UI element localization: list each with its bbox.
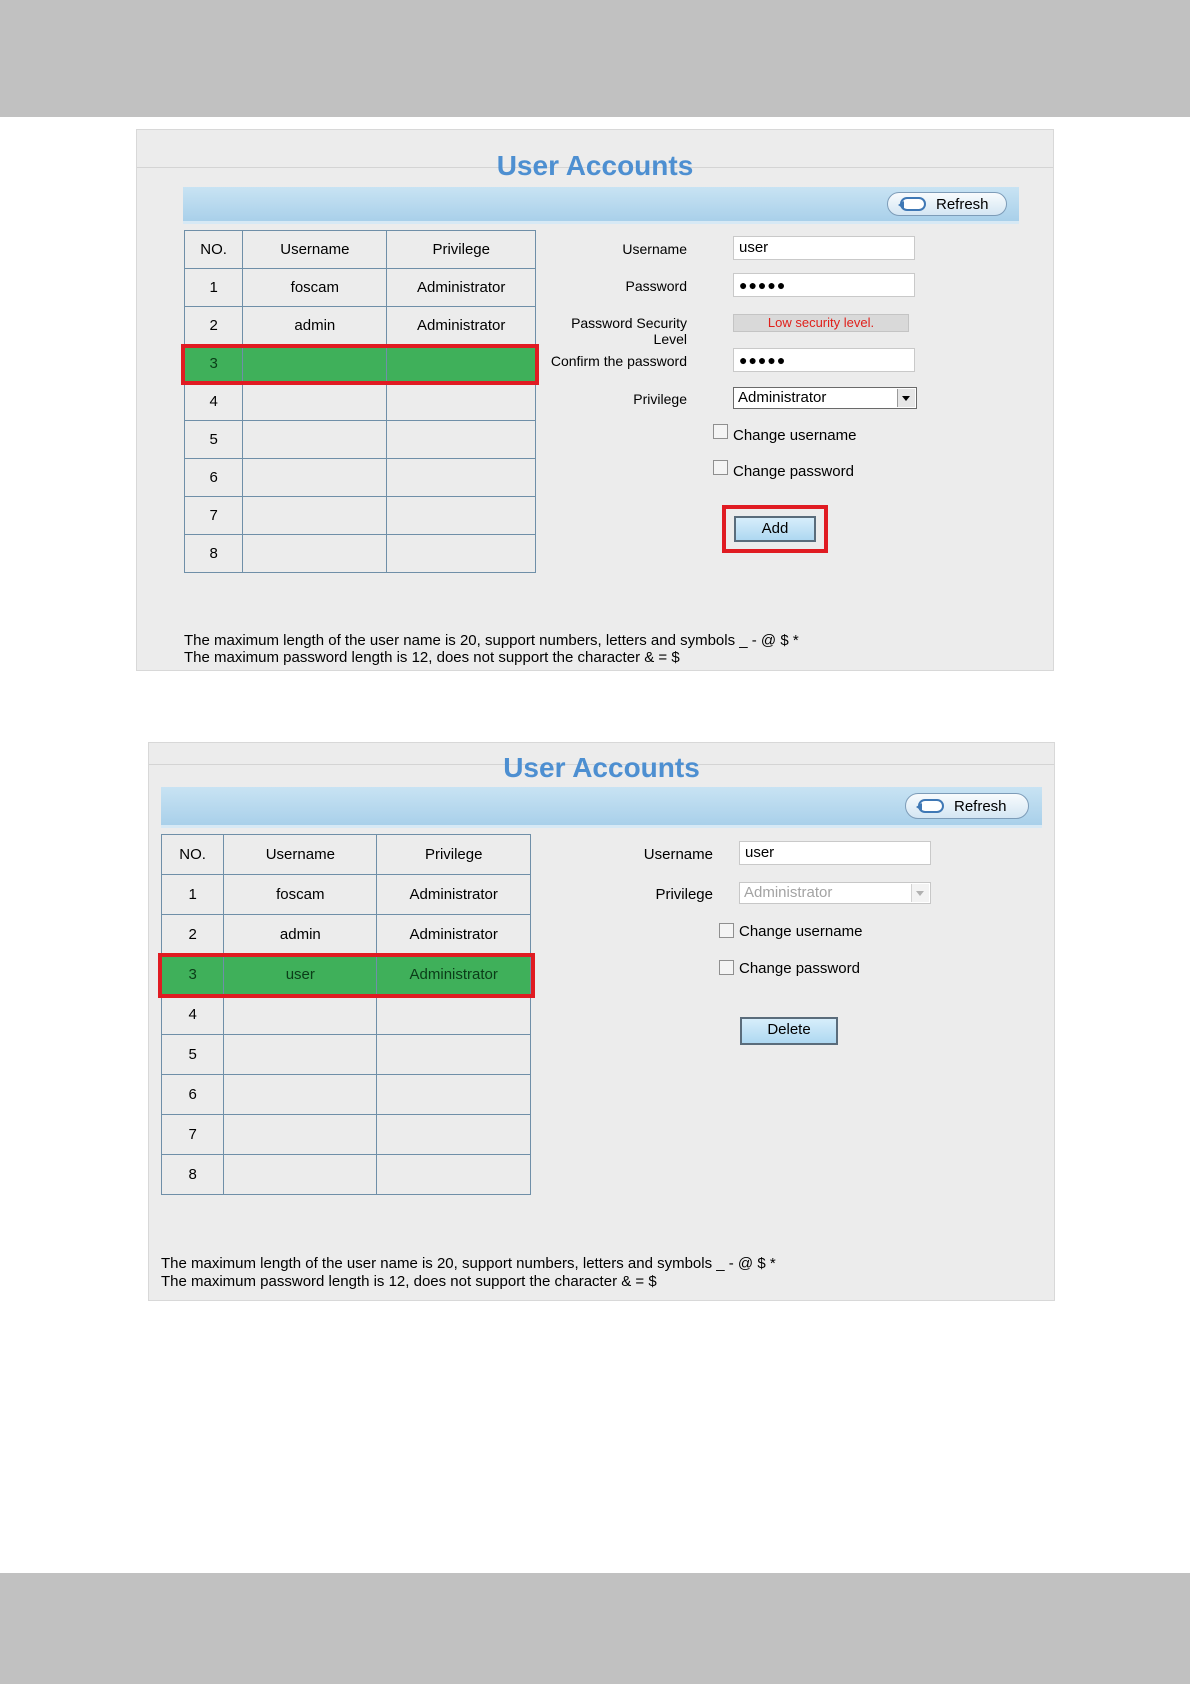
header-username: Username	[243, 231, 387, 269]
refresh-label: Refresh	[954, 797, 1007, 815]
row-username	[224, 1115, 377, 1155]
table-row[interactable]	[162, 1075, 531, 1115]
row-username: foscam	[243, 269, 387, 307]
table-row[interactable]	[162, 875, 531, 915]
row-username	[224, 1035, 377, 1075]
refresh-icon	[900, 197, 926, 211]
privilege-select-value: Administrator	[744, 884, 833, 901]
refresh-button[interactable]	[887, 192, 1007, 216]
page-title: User Accounts	[496, 150, 694, 181]
header-username: Username	[224, 835, 377, 875]
table-row-selected[interactable]	[185, 345, 536, 383]
row-username	[243, 497, 387, 535]
privilege-select-value: Administrator	[738, 389, 827, 406]
toolbar	[183, 187, 1019, 224]
refresh-button[interactable]	[905, 793, 1029, 819]
row-privilege	[377, 1035, 531, 1075]
row-username	[243, 383, 387, 421]
row-username	[224, 995, 377, 1035]
row-username	[224, 1075, 377, 1115]
table-row-selected[interactable]	[162, 955, 531, 995]
user-table	[161, 834, 531, 1195]
row-no: 2	[162, 915, 224, 955]
privilege-select[interactable]	[733, 387, 917, 409]
row-no: 8	[162, 1155, 224, 1195]
row-no: 3	[185, 345, 243, 383]
row-no: 1	[162, 875, 224, 915]
change-username-label: Change username	[739, 923, 863, 940]
user-accounts-panel-add	[136, 129, 1054, 671]
table-header-row	[162, 835, 531, 875]
row-no: 1	[185, 269, 243, 307]
security-level-label: Password Security Level	[571, 315, 687, 347]
password-label: Password	[625, 278, 687, 294]
row-username: admin	[224, 915, 377, 955]
row-privilege	[387, 497, 536, 535]
password-input[interactable]: ●●●●●	[733, 273, 915, 297]
row-privilege	[377, 995, 531, 1035]
row-no: 3	[162, 955, 224, 995]
change-password-label: Change password	[733, 463, 854, 480]
change-password-checkbox[interactable]	[719, 960, 734, 975]
chevron-down-icon	[897, 389, 915, 407]
table-row[interactable]	[162, 915, 531, 955]
row-no: 2	[185, 307, 243, 345]
row-privilege	[377, 1115, 531, 1155]
page-title: User Accounts	[503, 752, 700, 783]
username-input[interactable]: user	[733, 236, 915, 260]
username-label: Username	[643, 846, 713, 863]
header-no: NO.	[162, 835, 224, 875]
row-privilege: Administrator	[377, 915, 531, 955]
table-header-row	[185, 231, 536, 269]
change-password-label: Change password	[739, 960, 860, 977]
username-label: Username	[622, 241, 687, 257]
change-username-checkbox[interactable]	[713, 424, 728, 439]
row-username	[243, 459, 387, 497]
password-rule-note: The maximum password length is 12, does not support the character & = $	[161, 1273, 657, 1290]
table-row[interactable]	[162, 1115, 531, 1155]
privilege-select-disabled	[739, 882, 931, 904]
privilege-label: Privilege	[633, 391, 687, 407]
table-row[interactable]	[185, 535, 536, 573]
table-row[interactable]	[185, 383, 536, 421]
row-username: foscam	[224, 875, 377, 915]
row-privilege	[387, 345, 536, 383]
row-no: 5	[185, 421, 243, 459]
user-accounts-panel-delete	[148, 742, 1055, 1301]
row-username: admin	[243, 307, 387, 345]
row-no: 8	[185, 535, 243, 573]
header-privilege: Privilege	[377, 835, 531, 875]
confirm-password-label: Confirm the password	[550, 353, 687, 369]
row-username	[224, 1155, 377, 1195]
row-privilege: Administrator	[387, 269, 536, 307]
header-privilege: Privilege	[387, 231, 536, 269]
security-level-indicator: Low security level.	[733, 314, 909, 332]
chevron-down-icon	[911, 884, 929, 902]
table-row[interactable]	[185, 307, 536, 345]
confirm-password-input[interactable]: ●●●●●	[733, 348, 915, 372]
page-footer-band	[0, 1573, 1190, 1684]
row-no: 6	[185, 459, 243, 497]
row-no: 5	[162, 1035, 224, 1075]
row-no: 4	[162, 995, 224, 1035]
row-privilege: Administrator	[377, 955, 531, 995]
table-row[interactable]	[185, 421, 536, 459]
row-no: 6	[162, 1075, 224, 1115]
table-row[interactable]	[162, 1155, 531, 1195]
row-privilege	[377, 1075, 531, 1115]
row-privilege: Administrator	[377, 875, 531, 915]
header-no: NO.	[185, 231, 243, 269]
toolbar	[161, 787, 1042, 828]
password-rule-note: The maximum password length is 12, does not support the character & = $	[184, 649, 680, 666]
add-button[interactable]: Add	[734, 516, 816, 542]
row-privilege	[387, 421, 536, 459]
row-username	[243, 535, 387, 573]
row-privilege	[387, 459, 536, 497]
username-input[interactable]: user	[739, 841, 931, 865]
user-table	[184, 230, 536, 573]
change-username-checkbox[interactable]	[719, 923, 734, 938]
row-privilege	[377, 1155, 531, 1195]
table-row[interactable]	[185, 459, 536, 497]
row-no: 4	[185, 383, 243, 421]
privilege-label: Privilege	[655, 886, 713, 903]
refresh-icon	[918, 799, 944, 813]
row-username	[243, 345, 387, 383]
row-no: 7	[162, 1115, 224, 1155]
refresh-label: Refresh	[936, 195, 989, 213]
table-row[interactable]	[162, 995, 531, 1035]
change-username-label: Change username	[733, 427, 857, 444]
row-no: 7	[185, 497, 243, 535]
table-row[interactable]	[185, 269, 536, 307]
table-row[interactable]	[162, 1035, 531, 1075]
row-privilege: Administrator	[387, 307, 536, 345]
delete-button[interactable]: Delete	[740, 1017, 838, 1045]
username-rule-note: The maximum length of the user name is 20, support numbers, letters and symbols _ - @ $ *	[161, 1255, 776, 1272]
change-password-checkbox[interactable]	[713, 460, 728, 475]
table-row[interactable]	[185, 497, 536, 535]
row-username	[243, 421, 387, 459]
row-username: user	[224, 955, 377, 995]
row-privilege	[387, 535, 536, 573]
page-header-band	[0, 0, 1190, 117]
row-privilege	[387, 383, 536, 421]
username-rule-note: The maximum length of the user name is 20, support numbers, letters and symbols _ - @ $ *	[184, 632, 799, 649]
